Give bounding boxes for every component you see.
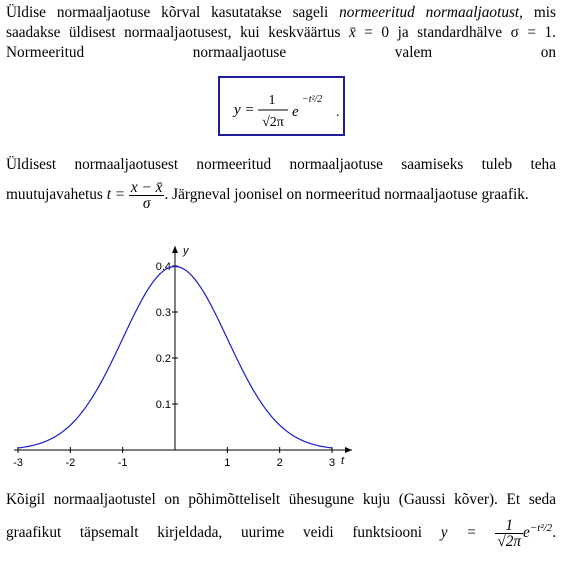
mean-symbol: x̄	[348, 24, 356, 41]
mean-equals: = 0	[355, 24, 390, 41]
x-axis-label: t	[341, 455, 345, 467]
y-tick-label: 0.2	[155, 353, 171, 365]
paragraph-intro	[6, 3, 556, 83]
intro-text-4: . Normeeritud normaaljaotuse valem on	[6, 24, 556, 61]
formula-numerator: 1	[268, 93, 276, 108]
gauss-period: .	[552, 524, 557, 542]
intro-text-2: , mis saadakse üldisest normaaljaotusest, kui keskväärtus	[6, 4, 556, 41]
paragraph-substitution	[6, 150, 556, 211]
paragraph-gauss	[6, 485, 556, 578]
gauss-base: e	[523, 524, 530, 542]
formula-lhs: y =	[234, 102, 255, 118]
x-tick-label: 2	[276, 457, 283, 469]
subst-denominator: σ	[142, 195, 151, 212]
chart-axes	[14, 245, 352, 467]
y-tick-label: 0.1	[155, 399, 171, 411]
normal-distribution-chart	[0, 238, 562, 474]
gauss-exponent: −t²/2	[529, 522, 553, 534]
formula-denominator: √2π	[262, 115, 284, 130]
subst-var: t =	[106, 186, 126, 204]
sigma-equals: σ = 1	[510, 24, 553, 41]
x-tick-label: -1	[117, 457, 128, 469]
density-formula	[220, 78, 343, 134]
subst-text-1: Üldisest normaaljaotusest normeeritud normaaljaotuse saamiseks tuleb teha muutujavahetus	[6, 156, 556, 204]
gauss-text: Kõigil normaaljaotustel on põhimõtteliselt ühesugune kuju (Gaussi kõver). Et seda graafikut täpsemalt kirjeldada, uurime veidi funktsiooni	[6, 491, 556, 542]
x-tick-label: -3	[13, 457, 23, 469]
formula-exponent: −t²/2	[302, 94, 323, 105]
y-axis-label: y	[183, 245, 189, 257]
subst-numerator: x − x̄	[130, 179, 163, 196]
intro-emphasis: normeeritud normaaljaotust	[339, 4, 520, 21]
intro-text-1: Üldise normaaljaotuse kõrval kasutatakse sageli	[6, 4, 340, 21]
chart-ticks	[13, 261, 335, 469]
gauss-fraction	[495, 518, 523, 549]
x-tick-label: -2	[65, 457, 76, 469]
formula-period: .	[336, 105, 340, 120]
y-axis-arrow	[172, 246, 178, 253]
formula-base: e	[292, 104, 299, 120]
subst-fraction	[129, 180, 165, 211]
gauss-lhs: y =	[440, 524, 477, 542]
intro-text-3: ja standardhälve	[389, 24, 511, 41]
y-tick-label: 0.3	[155, 307, 171, 319]
gauss-numerator: 1	[495, 518, 523, 534]
x-axis-arrow	[345, 447, 352, 453]
gauss-denominator: √2π	[497, 533, 522, 551]
subst-text-2: . Järgneval joonisel on normeeritud normaaljaotuse graafik.	[164, 186, 529, 204]
x-tick-label: 3	[328, 457, 336, 469]
x-tick-label: 1	[224, 457, 231, 469]
y-tick-label: 0.4	[155, 261, 171, 273]
formula-box	[218, 76, 345, 136]
